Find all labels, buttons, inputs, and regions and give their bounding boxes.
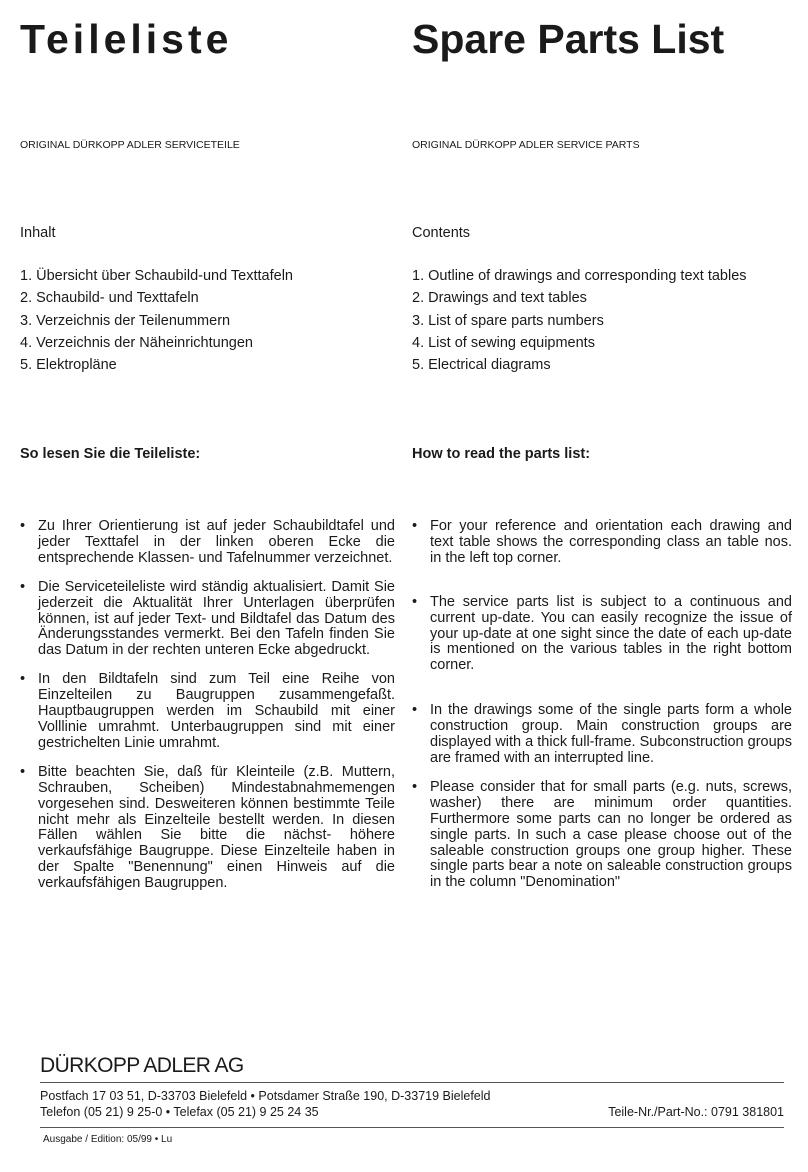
edition-line: Ausgabe / Edition: 05/99 • Lu	[43, 1134, 173, 1145]
title-german: Teileliste	[20, 16, 233, 62]
toc-item: 2. Schaubild- und Texttafeln	[20, 290, 199, 307]
toc-item: 1. Übersicht über Schaubild-und Texttafeln	[20, 268, 293, 284]
bullet-dot: •	[20, 763, 26, 780]
title-english: Spare Parts List	[412, 16, 725, 62]
toc-item: 1. Outline of drawings and corresponding text tables	[412, 268, 747, 284]
bullet-dot: •	[412, 778, 418, 795]
bullet-item	[20, 519, 395, 567]
toc-item: 4. Verzeichnis der Näheinrichtungen	[20, 334, 253, 351]
subtitle-german: ORIGINAL DÜRKOPP ADLER SERVICETEILE	[20, 139, 240, 151]
bullet-text: The service parts list is subject to a continuous and current up-date. You can easily recognize the issue of your up-date at one sight since the date of each up-date is mentioned on the various tables in the right bottom corner.	[430, 593, 792, 674]
footer-address: Postfach 17 03 51, D-33703 Bielefeld • Potsdamer Straße 190, D-33719 Bielefeld	[40, 1089, 491, 1103]
bullet-item	[412, 780, 792, 891]
bullet-item	[412, 703, 792, 767]
bullet-item	[20, 765, 395, 892]
bullet-item	[20, 580, 395, 660]
bullet-text: Please consider that for small parts (e.g. nuts, screws, washer) there are minimum order quantities. Furthermore some parts can no longer be ordered as single parts. In such a case please choose out of the saleable construction groups one group higher. These single parts bear a note on saleable construction groups in the column "Denomination"	[430, 778, 792, 891]
toc-item: 2. Drawings and text tables	[412, 290, 587, 307]
footer-divider-bottom	[40, 1127, 784, 1128]
bullet-dot: •	[412, 702, 418, 719]
bullet-dot: •	[412, 518, 418, 534]
toc-german	[20, 268, 395, 379]
bullet-dot: •	[412, 593, 418, 610]
subtitle-english: ORIGINAL DÜRKOPP ADLER SERVICE PARTS	[412, 139, 640, 151]
footer-phone: Telefon (05 21) 9 25-0 • Telefax (05 21) 9 25 24 35	[40, 1105, 319, 1119]
toc-item: 3. Verzeichnis der Teilenummern	[20, 312, 231, 329]
bullets-german	[20, 519, 395, 904]
bullet-item	[20, 672, 395, 752]
bullets-english	[412, 519, 792, 903]
bullet-dot: •	[20, 578, 26, 595]
bullet-text: Bitte beachten Sie, daß für Kleinteile (z.B. Muttern, Schrauben, Scheiben) Mindestabnahmemengen vorgesehen sind. Desweiteren können bestimmte Teile nicht mehr als Einzelteile bestellt werden. In diesen Fällen wählen Sie bitte die nächst- höhere verkaufsfähige Baugruppe. Diese Einzelteile haben in der Spalte "Benennung" einen Hinweis auf die verkaufsfähigen Baugruppen.	[38, 763, 395, 892]
toc-item: 5. Electrical diagrams	[412, 357, 551, 374]
bullet-item	[412, 519, 792, 567]
bullet-text: Die Serviceteileliste wird ständig aktualisiert. Damit Sie jederzeit die Aktualität Ihrer Unterlagen überprüfen können, ist auf jeder Text- und Bildtafel das Datum des Änderungsstandes vermerkt. Bei den Tafeln finden Sie das Datum in der rechten unteren Ecke abgedruckt.	[38, 578, 395, 659]
bullet-text: In the drawings some of the single parts form a whole construction group. Main construction groups are displayed with a thick full-frame. Subconstruction groups are framed with an interrupted line.	[430, 702, 792, 766]
toc-english	[412, 268, 792, 379]
bullet-dot: •	[20, 518, 26, 534]
howto-heading-german: So lesen Sie die Teileliste:	[20, 446, 201, 462]
part-number: Teile-Nr./Part-No.: 0791 381801	[608, 1105, 784, 1119]
toc-item: 5. Elektropläne	[20, 357, 117, 374]
toc-item: 4. List of sewing equipments	[412, 334, 595, 351]
contents-heading-german: Inhalt	[20, 225, 56, 241]
company-logo: DÜRKOPP ADLER AG	[40, 1054, 244, 1077]
bullet-text: For your reference and orientation each drawing and text table shows the corresponding class an table nos. in the left top corner.	[430, 518, 792, 566]
bullet-item	[412, 595, 792, 675]
bullet-text: Zu Ihrer Orientierung ist auf jeder Schaubildtafel und jeder Texttafel in der linken oberen Ecke die entsprechende Klassen- und Tafelnummer verzeichnet.	[38, 518, 395, 566]
bullet-text: In den Bildtafeln sind zum Teil eine Reihe von Einzelteilen zu Baugruppen zusammengefaßt. Hauptbaugruppen werden im Schaubild mit einer Volllinie umrahmt. Unterbaugruppen sind mit einer gestrichelten Linie umrahmt.	[38, 671, 395, 751]
bullet-dot: •	[20, 671, 26, 688]
toc-item: 3. List of spare parts numbers	[412, 312, 604, 329]
howto-heading-english: How to read the parts list:	[412, 446, 591, 462]
contents-heading-english: Contents	[412, 225, 471, 241]
footer-divider-top	[40, 1082, 784, 1083]
